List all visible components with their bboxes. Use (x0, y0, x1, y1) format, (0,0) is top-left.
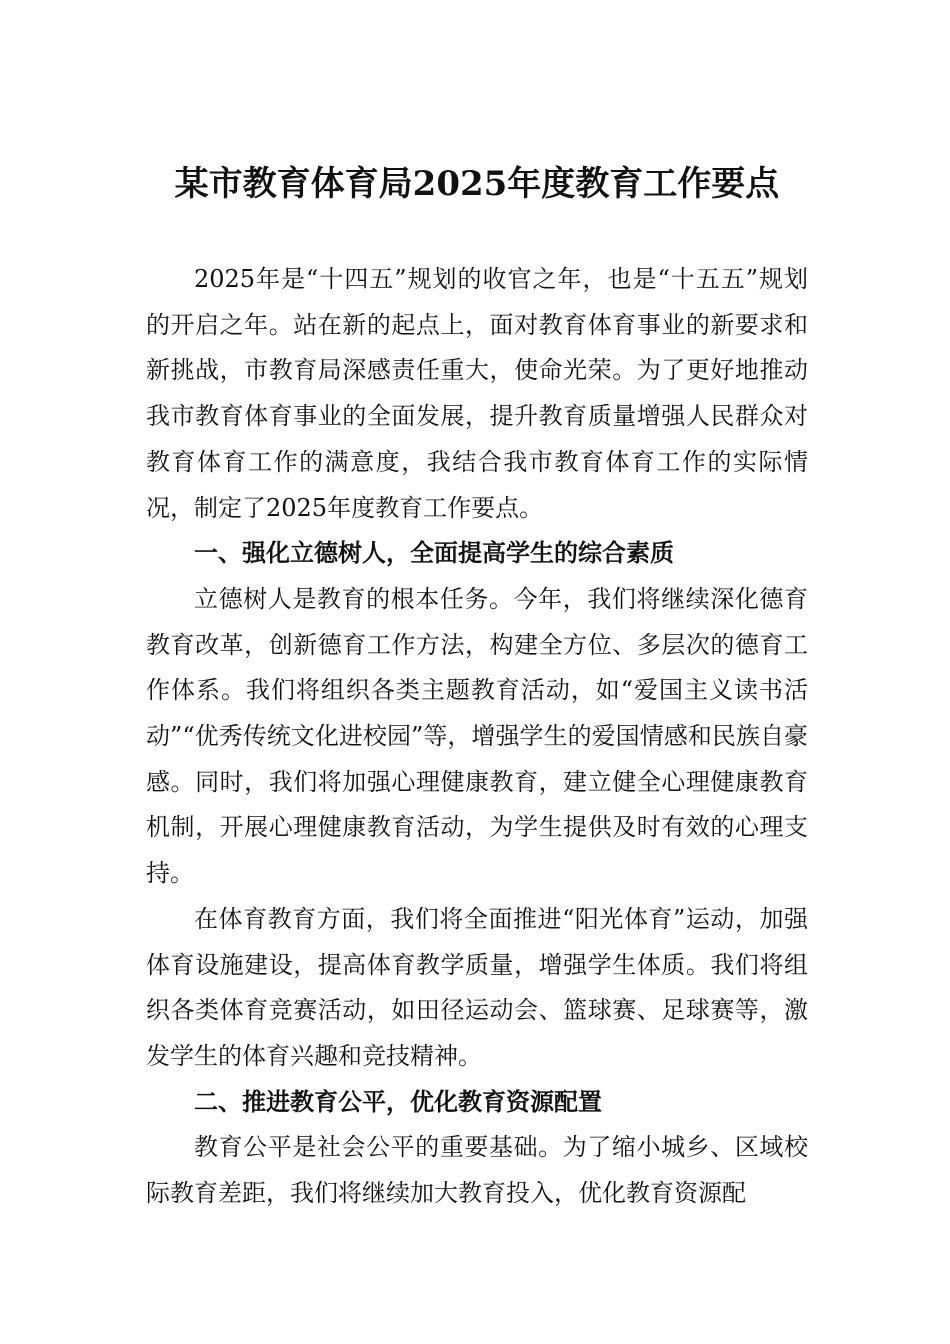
document-title: 某市教育体育局2025年度教育工作要点 (174, 164, 780, 204)
section-heading-1: 一、强化立德树人，全面提高学生的综合素质 (194, 539, 674, 568)
section-1-paragraph-2: 在体育教育方面，我们将全面推进“阳光体育”运动，加强体育设施建设，提高体育教学质量，增强学生体质。我们将组织各类体育竞赛活动，如田径运动会、篮球赛、足球赛等，激发学生的体育兴趣和竞技精神。 (146, 904, 808, 1070)
section-heading-2: 二、推进教育公平，优化教育资源配置 (194, 1087, 602, 1116)
section-1-paragraph-1: 立德树人是教育的根本任务。今年，我们将继续深化德育教育改革，创新德育工作方法，构建全方位、多层次的德育工作体系。我们将组织各类主题教育活动，如“爱国主义读书活动”“优秀传统文化进校园”等，增强学生的爱国情感和民族自豪感。同时，我们将加强心理健康教育，建立健全心理健康教育机制，开展心理健康教育活动，为学生提供及时有效的心理支持。 (146, 584, 808, 888)
section-2-paragraph-1: 教育公平是社会公平的重要基础。为了缩小城乡、区域校际教育差距，我们将继续加大教育投入，优化教育资源配 (146, 1133, 808, 1208)
intro-paragraph: 2025年是“十四五”规划的收官之年，也是“十五五”规划的开启之年。站在新的起点上，面对教育体育事业的新要求和新挑战，市教育局深感责任重大，使命光荣。为了更好地推动我市教育体育事业的全面发展，提升教育质量增强人民群众对教育体育工作的满意度，我结合我市教育体育工作的实际情况，制定了2025年度教育工作要点。 (146, 265, 808, 522)
document-body (146, 257, 808, 1217)
